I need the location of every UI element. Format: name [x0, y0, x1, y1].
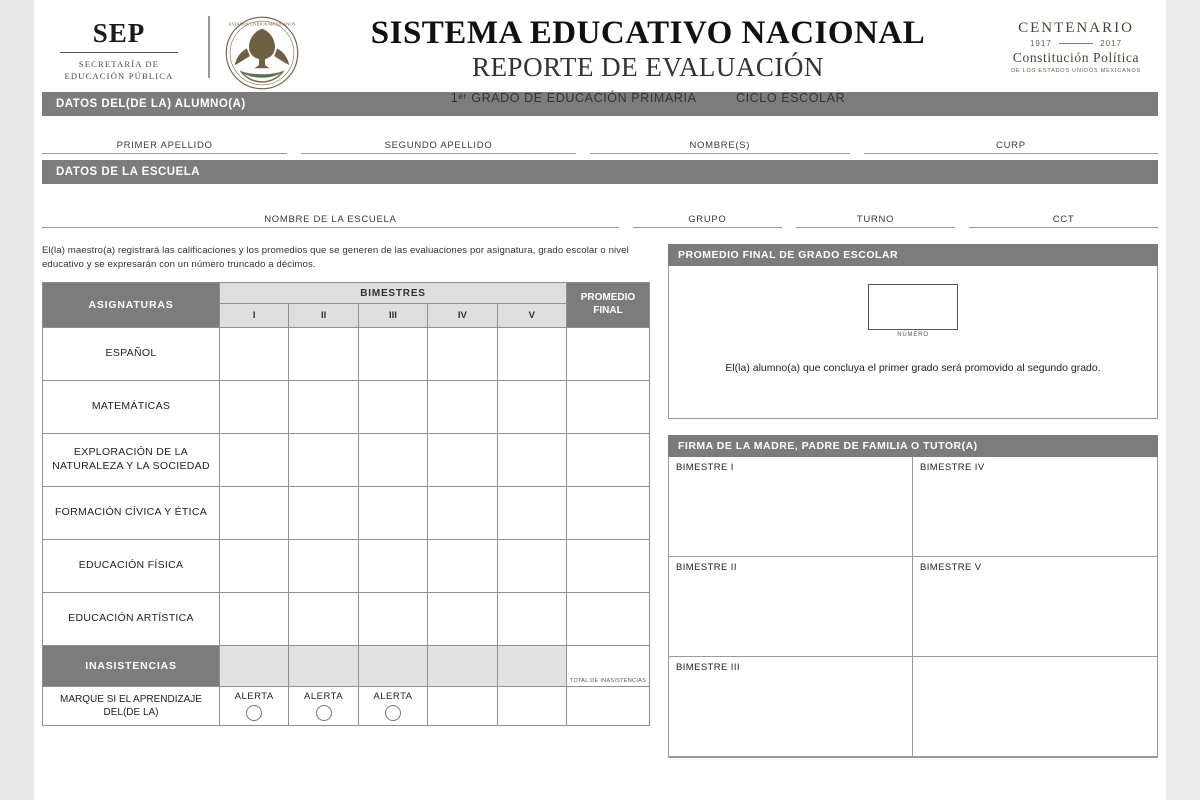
grade-input-fisica-b3[interactable]: [358, 539, 427, 592]
header-divider: [208, 16, 210, 78]
grade-input-formacion-b1[interactable]: [220, 486, 289, 539]
grade-cycle-line: [300, 91, 996, 105]
header-bimestre-3: III: [358, 304, 427, 328]
grade-input-espanol-b2[interactable]: [289, 327, 358, 380]
alert-row-label: MARQUE SI EL APRENDIZAJE DEL(DE LA): [43, 686, 220, 725]
grade-input-formacion-b5[interactable]: [497, 486, 566, 539]
grade-input-formacion-b3[interactable]: [358, 486, 427, 539]
signature-box: [668, 457, 1158, 758]
centenario-year-dash: [1059, 43, 1093, 44]
absences-input-b2[interactable]: [289, 645, 358, 686]
header-promedio-line2: FINAL: [593, 304, 623, 316]
subject-formacion-civica: FORMACIÓN CÍVICA Y ÉTICA: [43, 486, 220, 539]
absences-row: [43, 645, 650, 686]
subject-exploracion: EXPLORACIÓN DE LA NATURALEZA Y LA SOCIEDAD: [43, 433, 220, 486]
sep-rule: [60, 52, 178, 53]
svg-text:ESTADOS UNIDOS MEXICANOS: ESTADOS UNIDOS MEXICANOS: [228, 21, 296, 27]
student-data-bar: DATOS DEL(DE LA) ALUMNO(A): [42, 92, 1158, 116]
grade-input-formacion-b2[interactable]: [289, 486, 358, 539]
grade-input-artistica-final[interactable]: [567, 592, 650, 645]
alert-circle-2[interactable]: [316, 705, 332, 721]
field-grupo[interactable]: GRUPO: [633, 214, 782, 228]
table-row: [43, 433, 650, 486]
signature-cell-bimestre-4[interactable]: BIMESTRE IV: [913, 457, 1157, 557]
page-subtitle: REPORTE DE EVALUACIÓN: [472, 51, 824, 82]
final-average-input[interactable]: [868, 284, 958, 330]
header-bimestre-4: IV: [428, 304, 497, 328]
field-nombres[interactable]: NOMBRE(S): [590, 140, 850, 154]
absences-total-label: TOTAL DE INASISTENCIAS: [567, 645, 650, 686]
absences-input-b5[interactable]: [497, 645, 566, 686]
sep-logo-block: [44, 12, 194, 83]
grade-input-formacion-final[interactable]: [567, 486, 650, 539]
table-row: [43, 486, 650, 539]
cycle-text: CICLO ESCOLAR: [735, 90, 846, 105]
grade-input-matematicas-b1[interactable]: [220, 380, 289, 433]
alert-circle-3[interactable]: [385, 705, 401, 721]
signature-panel: [668, 435, 1158, 758]
field-turno[interactable]: TURNO: [796, 214, 955, 228]
centenario-logo-block: [996, 12, 1156, 74]
grade-input-espanol-b4[interactable]: [428, 327, 497, 380]
grade-input-exploracion-b4[interactable]: [428, 433, 497, 486]
grade-input-exploracion-b3[interactable]: [358, 433, 427, 486]
grade-input-artistica-b5[interactable]: [497, 592, 566, 645]
grade-input-fisica-b1[interactable]: [220, 539, 289, 592]
header-bimestre-5: V: [497, 304, 566, 328]
grade-input-exploracion-b5[interactable]: [497, 433, 566, 486]
grade-input-fisica-b2[interactable]: [289, 539, 358, 592]
grade-input-exploracion-b1[interactable]: [220, 433, 289, 486]
centenario-constitution: Constitución Política: [1012, 50, 1140, 65]
absences-label: INASISTENCIAS: [43, 645, 220, 686]
school-fields-row: [42, 184, 1158, 234]
national-coat-of-arms-icon: [224, 14, 300, 92]
grades-header-row-1: [43, 282, 650, 303]
subject-educacion-fisica: EDUCACIÓN FÍSICA: [43, 539, 220, 592]
school-data-bar: DATOS DE LA ESCUELA: [42, 160, 1158, 184]
sep-subtitle-line1: SECRETARÍA DE: [78, 59, 160, 69]
alert-cell-5[interactable]: [497, 686, 566, 725]
page-right-margin: [1166, 0, 1200, 800]
centenario-year-from: 1917: [1029, 39, 1052, 48]
grade-input-exploracion-b2[interactable]: [289, 433, 358, 486]
sep-subtitle-line2: EDUCACIÓN PÚBLICA: [64, 71, 174, 82]
alert-label-2: ALERTA: [304, 690, 344, 702]
header-promedio-final: [567, 282, 650, 327]
page-left-margin: [0, 0, 34, 800]
signature-cell-bimestre-2[interactable]: BIMESTRE II: [669, 557, 913, 657]
header-asignaturas: ASIGNATURAS: [43, 282, 220, 327]
grade-input-matematicas-final[interactable]: [567, 380, 650, 433]
subject-educacion-artistica: EDUCACIÓN ARTÍSTICA: [43, 592, 220, 645]
final-average-box: [668, 266, 1158, 419]
grades-table: [42, 282, 650, 726]
grade-input-matematicas-b3[interactable]: [358, 380, 427, 433]
signature-cell-bimestre-5[interactable]: BIMESTRE V: [913, 557, 1157, 657]
absences-input-b3[interactable]: [358, 645, 427, 686]
signature-grid: [669, 457, 1157, 757]
grade-input-espanol-b3[interactable]: [358, 327, 427, 380]
table-row: [43, 539, 650, 592]
alert-cell-3[interactable]: [358, 686, 427, 725]
evaluation-note: El(la) maestro(a) registrará las calificaciones y los promedios que se generen de las evaluaciones por asignatura, grado escolar o nivel educativo y se expresarán con un número truncado a décimos.: [42, 245, 629, 270]
alert-cell-2[interactable]: [289, 686, 358, 725]
alert-label-3: ALERTA: [373, 690, 413, 702]
grade-text: 1ᵉʳ GRADO DE EDUCACIÓN PRIMARIA: [450, 90, 696, 105]
table-row: [43, 592, 650, 645]
table-row: [43, 327, 650, 380]
grade-input-espanol-final[interactable]: [567, 327, 650, 380]
final-average-number-label: NÚMERO: [897, 332, 929, 338]
student-fields-row: [42, 116, 1158, 160]
signature-cell-bimestre-3[interactable]: BIMESTRE III: [669, 657, 913, 757]
field-primer-apellido[interactable]: PRIMER APELLIDO: [42, 140, 287, 154]
signature-cell-empty[interactable]: [913, 657, 1157, 757]
header-promedio-line1: PROMEDIO: [580, 292, 636, 304]
panel-spacer: [668, 419, 1158, 435]
report-sheet: [34, 0, 1166, 800]
subject-matematicas: MATEMÁTICAS: [43, 380, 220, 433]
field-nombre-escuela[interactable]: NOMBRE DE LA ESCUELA: [42, 214, 619, 228]
alert-circle-1[interactable]: [246, 705, 262, 721]
final-average-bar: PROMEDIO FINAL DE GRADO ESCOLAR: [668, 244, 1158, 266]
grade-input-artistica-b1[interactable]: [220, 592, 289, 645]
grade-input-fisica-final[interactable]: [567, 539, 650, 592]
document-body: [42, 244, 1158, 758]
alert-row: [43, 686, 650, 725]
header-bimestres: BIMESTRES: [220, 282, 567, 303]
grade-input-artistica-b3[interactable]: [358, 592, 427, 645]
grade-input-exploracion-final[interactable]: [567, 433, 650, 486]
field-cct[interactable]: CCT: [969, 214, 1158, 228]
grade-input-artistica-b2[interactable]: [289, 592, 358, 645]
field-curp[interactable]: CURP: [864, 140, 1158, 154]
right-column: [668, 244, 1158, 758]
centenario-year-to: 2017: [1100, 39, 1123, 48]
document-title-block: [300, 12, 996, 105]
header-bimestre-1: I: [220, 304, 289, 328]
sep-acronym: SEP: [92, 18, 146, 48]
grade-input-espanol-b1[interactable]: [220, 327, 289, 380]
grade-input-matematicas-b4[interactable]: [428, 380, 497, 433]
grade-input-formacion-b4[interactable]: [428, 486, 497, 539]
alert-cell-final[interactable]: [567, 686, 650, 725]
field-segundo-apellido[interactable]: SEGUNDO APELLIDO: [301, 140, 576, 154]
alert-cell-4[interactable]: [428, 686, 497, 725]
absences-input-b1[interactable]: [220, 645, 289, 686]
centenario-subtitle: DE LOS ESTADOS UNIDOS MEXICANOS: [1011, 68, 1141, 74]
centenario-title: CENTENARIO: [1018, 20, 1134, 36]
grade-input-matematicas-b5[interactable]: [497, 380, 566, 433]
left-column: [42, 244, 650, 758]
signature-bar: FIRMA DE LA MADRE, PADRE DE FAMILIA O TUTOR(A): [668, 435, 1158, 457]
final-average-note: El(la) alumno(a) que concluya el primer grado será promovido al segundo grado.: [725, 362, 1101, 374]
grade-input-espanol-b5[interactable]: [497, 327, 566, 380]
signature-cell-bimestre-1[interactable]: BIMESTRE I: [669, 457, 913, 557]
grade-input-artistica-b4[interactable]: [428, 592, 497, 645]
grade-input-fisica-b5[interactable]: [497, 539, 566, 592]
alert-label-1: ALERTA: [234, 690, 274, 702]
subject-espanol: ESPAÑOL: [43, 327, 220, 380]
alert-cell-1[interactable]: [220, 686, 289, 725]
final-average-panel: [668, 244, 1158, 419]
table-row: [43, 380, 650, 433]
absences-input-b4[interactable]: [428, 645, 497, 686]
final-average-body: [669, 266, 1157, 418]
centenario-years: [996, 39, 1156, 48]
grade-input-matematicas-b2[interactable]: [289, 380, 358, 433]
header-bimestre-2: II: [289, 304, 358, 328]
grade-input-fisica-b4[interactable]: [428, 539, 497, 592]
page-title: SISTEMA EDUCATIVO NACIONAL: [370, 15, 926, 51]
